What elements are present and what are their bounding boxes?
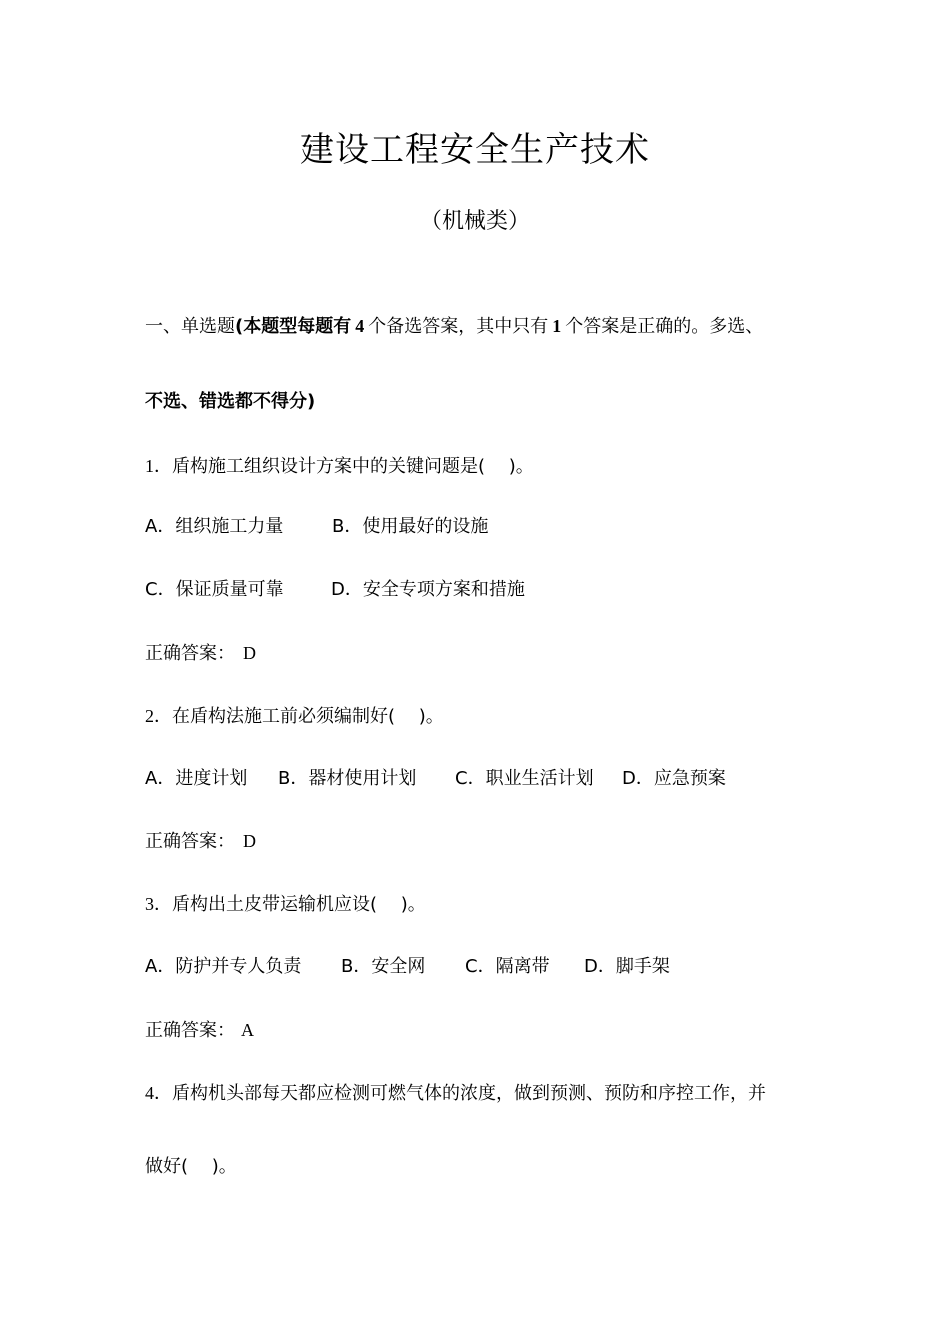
section-heading-title: 一、单选题 xyxy=(145,316,235,337)
question-4-number: 4． xyxy=(145,1083,172,1103)
question-1-answer xyxy=(145,640,256,667)
document-subtitle: （机械类） xyxy=(419,209,530,234)
question-3-answer-label: 正确答案： xyxy=(145,1020,235,1041)
question-3-option-c: C．隔离带 xyxy=(465,956,550,977)
question-4-stem xyxy=(145,1080,766,1107)
question-2-answer-label: 正确答案： xyxy=(145,831,235,852)
question-1-answer-value: D xyxy=(243,643,256,663)
section-heading-end: 个答案是正确的。多选、 xyxy=(565,316,764,337)
section-heading-line2: 不选、错选都不得分) xyxy=(145,391,316,412)
section-heading-mid: 个备选答案，其中只有 xyxy=(368,316,549,337)
question-1-stem xyxy=(145,453,534,480)
question-2-answer xyxy=(145,828,256,855)
question-2-options-row xyxy=(145,766,726,792)
question-2-option-d: D．应急预案 xyxy=(622,768,726,789)
question-2-option-a: A．进度计划 xyxy=(145,768,248,789)
question-1-options-row-1 xyxy=(145,514,488,540)
question-2-option-c: C．职业生活计划 xyxy=(455,768,594,789)
section-correct-count: 1 xyxy=(552,316,562,336)
question-1-options-row-2 xyxy=(145,577,525,603)
question-3-option-b: B．安全网 xyxy=(341,956,426,977)
question-1-answer-label: 正确答案： xyxy=(145,643,235,664)
question-1-option-d: D．安全专项方案和措施 xyxy=(331,579,525,600)
question-4-stem-line2: 做好( )。 xyxy=(145,1156,237,1177)
question-3-text: 盾构出土皮带运输机应设( )。 xyxy=(172,894,426,915)
question-1-option-b: B．使用最好的设施 xyxy=(332,516,489,537)
question-3-stem xyxy=(145,891,426,918)
section-heading-paren: (本题型每题有 xyxy=(235,316,352,337)
question-2-text: 在盾构法施工前必须编制好( )。 xyxy=(172,706,444,727)
question-3-answer-value: A xyxy=(241,1020,254,1040)
question-3-options-row xyxy=(145,954,670,980)
question-2-number: 2． xyxy=(145,706,172,726)
question-4-text: 盾构机头部每天都应检测可燃气体的浓度，做到预测、预防和序控工作，并 xyxy=(172,1083,766,1104)
section-option-count: 4 xyxy=(355,316,365,336)
question-3-option-a: A．防护并专人负责 xyxy=(145,956,302,977)
question-2-option-b: B．器材使用计划 xyxy=(278,768,417,789)
question-1-option-a: A．组织施工力量 xyxy=(145,516,284,537)
question-3-option-d: D．脚手架 xyxy=(584,956,670,977)
section-heading xyxy=(145,313,763,340)
question-2-answer-value: D xyxy=(243,831,256,851)
question-1-text: 盾构施工组织设计方案中的关键问题是( )。 xyxy=(172,456,534,477)
question-2-stem xyxy=(145,703,444,730)
question-1-number: 1． xyxy=(145,456,172,476)
question-3-answer xyxy=(145,1017,254,1044)
document-title: 建设工程安全生产技术 xyxy=(300,130,650,170)
question-1-option-c: C．保证质量可靠 xyxy=(145,579,284,600)
question-3-number: 3． xyxy=(145,894,172,914)
